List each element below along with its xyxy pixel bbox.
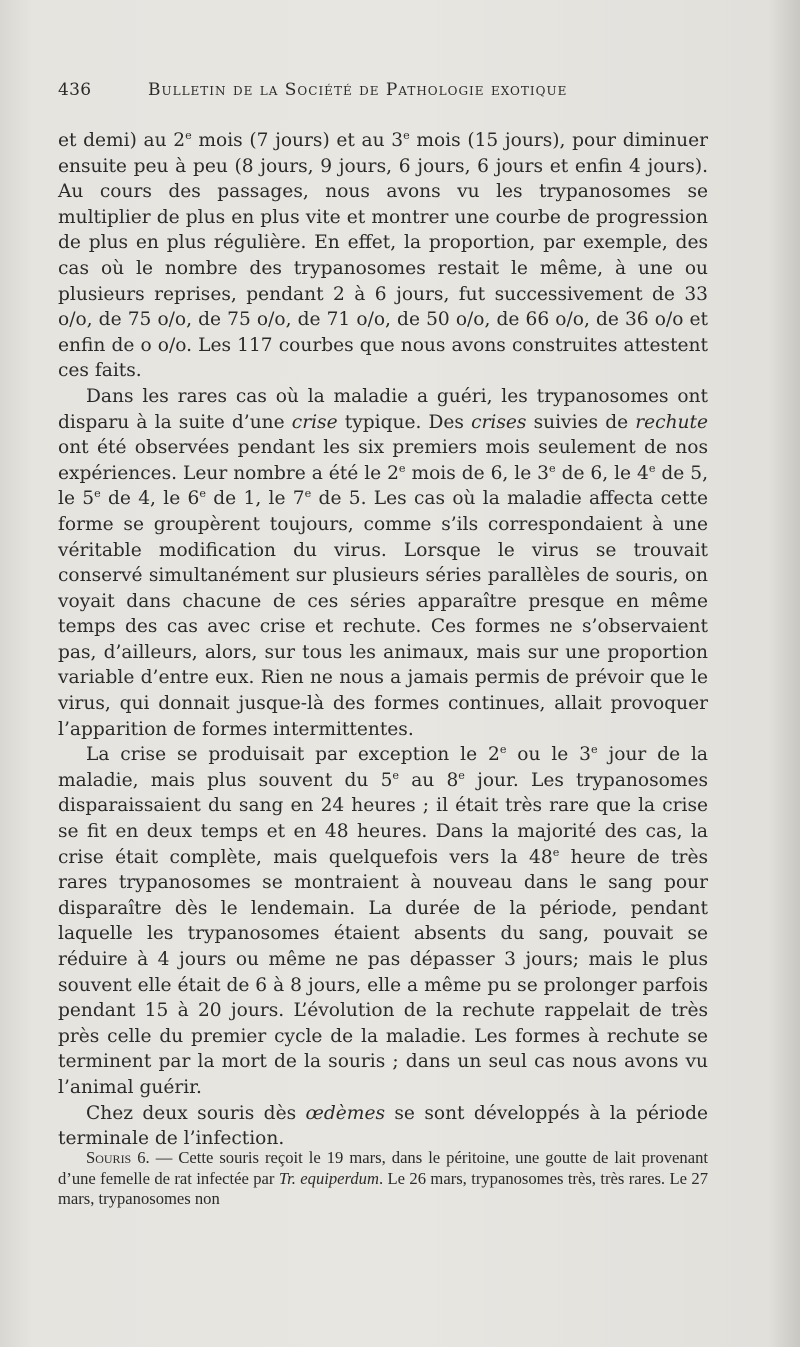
small-caps-text: Souris — [86, 1148, 132, 1167]
superscript: e — [549, 461, 556, 475]
superscript: e — [398, 461, 406, 475]
superscript: e — [648, 461, 656, 475]
text-run: jour. Les trypanosomes disparaissaient du sang en 24 heures ; il était très rare que la crise se fit en deux temps et en 48 heures. Dans la majorité des cas, la crise était complète, mais quelquefois vers la 48 — [58, 769, 708, 868]
text-run: de 6, le 4 — [555, 462, 649, 484]
text-run: . Le 26 mars, trypanosomes très, très rares. Le 27 mars, trypanosomes non — [58, 1168, 708, 1208]
text-run: de 4, le 6 — [100, 488, 200, 510]
text-run: de 5. Les cas où la maladie affecta cette forme se groupèrent toujours, comme s’ils correspondaient à une véritable modification du virus. Lorsque le virus se trouvait conservé simultanément sur plusieurs séries parallèles de souris, on voyait dans chacune de ces séries apparaître presque en même temps des cas avec crise et rechute. Ces formes ne s’observaient pas, d’ailleurs, alors, sur tous les animaux, mais sur une proportion variable d’entre eux. Rien ne nous a jamais permis de prévoir que le virus, qui donnait jusque-là des formes continues, allait provoquer l’apparition de formes intermittentes. — [58, 488, 708, 740]
text-run: 6. — Cette souris reçoit le 19 mars, dans le péritoine, une goutte de lait provenant d’une femelle de rat infectée par — [58, 1148, 708, 1188]
superscript: e — [185, 128, 192, 142]
text-run: jour de la maladie, mais plus souvent du 5 — [58, 744, 708, 791]
text-run: heure de très rares trypanosomes se montraient à nouveau dans le sang pour disparaître dès le lendemain. La durée de la période, pendant laquelle les trypanosomes étaient absents du sang, pouvait se réduire à 4 jours ou même ne pas dépasser 3 jours; mais le plus souvent elle était de 6 à 8 jours, elle a même pu se prolonger parfois pendant 15 à 20 jours. L’évolution de la rechute rappelait de très près celle du premier cycle de la maladie. Les formes à rechute se terminent par la mort de la souris ; dans un seul cas nous avons vu l’animal guérir. — [58, 846, 708, 1098]
italic-text: Tr. equiperdum — [278, 1168, 379, 1188]
paragraph — [58, 742, 708, 1100]
text-run: ont été observées pendant les six premiers mois seulement de nos expériences. Leur nombre a été le 2 — [58, 437, 708, 484]
superscript: e — [199, 487, 206, 501]
italic-text: crises — [471, 411, 527, 433]
text-run: de 1, le 7 — [205, 488, 305, 510]
text-run: Dans les rares cas où la maladie a guéri, les trypanosomes ont disparu à la suite d’une — [58, 385, 708, 433]
superscript: e — [458, 768, 465, 782]
superscript: e — [499, 743, 507, 757]
text-run: mois de 6, le 3 — [405, 462, 550, 484]
text-run: suivies de — [526, 411, 636, 433]
text-run: mois (7 jours) et au 3 — [191, 130, 404, 151]
superscript: e — [304, 487, 312, 501]
body-text — [58, 128, 708, 1152]
text-run: typique. Des — [337, 411, 472, 433]
paragraph — [58, 384, 708, 742]
superscript: e — [552, 845, 560, 859]
text-run: et demi) au 2 — [58, 130, 186, 151]
paragraph — [58, 128, 708, 384]
superscript: e — [403, 128, 410, 142]
text-run: se sont développés à la période terminale de l’infection. — [58, 1102, 708, 1150]
text-run: mois (15 jours), pour diminuer ensuite peu à peu (8 jours, 9 jours, 6 jours, 6 jours et enfin 4 jours). Au cours des passages, nous avons vu les trypanosomes se multiplier de plus en plus vite et montrer une courbe de progression de plus en plus régulière. En effet, la proportion, par exemple, des cas où le nombre des trypanosomes restait le même, à une ou plusieurs reprises, pendant 2 à 6 jours, fut successivement de 33 o/o, de 75 o/o, de 75 o/o, de 71 o/o, de 50 o/o, de 66 o/o, de 36 o/o et enfin de o o/o. Les 117 courbes que nous avons construites attestent ces faits. — [58, 130, 708, 382]
text-run: ou le 3 — [506, 744, 591, 766]
italic-text: crise — [291, 411, 338, 433]
italic-text: rechute — [635, 411, 708, 433]
italic-text: œdèmes — [305, 1102, 385, 1124]
superscript: e — [94, 487, 101, 501]
superscript: e — [392, 768, 400, 782]
page-number: 436 — [58, 80, 92, 100]
text-run: La crise se produisait par exception le 2 — [86, 744, 500, 766]
paragraph — [58, 1101, 708, 1152]
superscript: e — [591, 743, 598, 757]
text-run: de 5, le 5 — [58, 462, 708, 510]
case-note — [58, 1148, 708, 1210]
text-run: Chez deux souris dès — [86, 1102, 306, 1124]
text-run: au 8 — [399, 769, 459, 791]
running-title: Bulletin de la Société de Pathologie exotique — [148, 80, 568, 100]
